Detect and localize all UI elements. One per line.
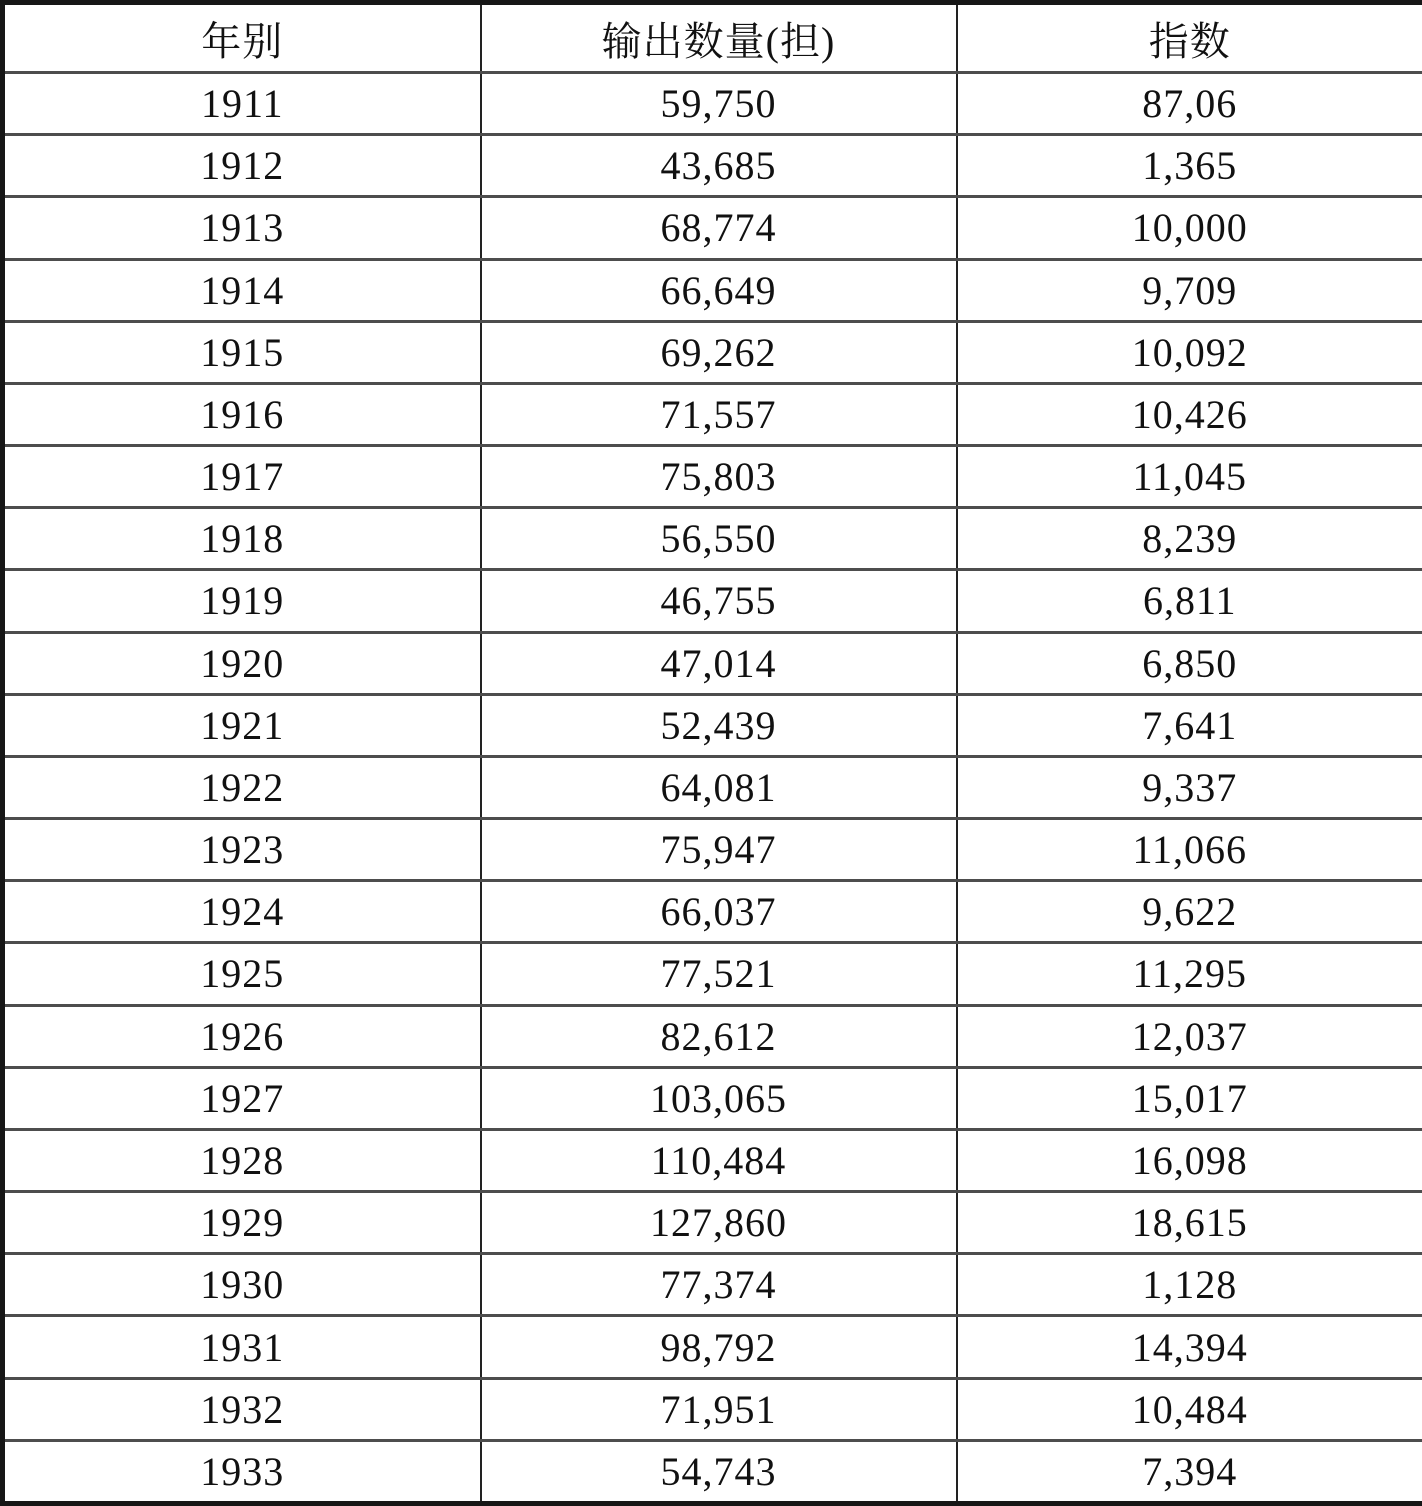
table-row xyxy=(3,1316,1422,1378)
year-cell: 1914 xyxy=(3,259,481,321)
table-row xyxy=(3,259,1422,321)
table-row xyxy=(3,383,1422,445)
index-cell: 15,017 xyxy=(957,1067,1422,1129)
quantity-cell: 77,521 xyxy=(481,943,957,1005)
quantity-cell: 98,792 xyxy=(481,1316,957,1378)
index-cell: 10,484 xyxy=(957,1378,1422,1440)
year-cell: 1921 xyxy=(3,694,481,756)
table-row xyxy=(3,943,1422,1005)
year-cell: 1916 xyxy=(3,383,481,445)
index-cell: 6,811 xyxy=(957,570,1422,632)
index-cell: 1,365 xyxy=(957,135,1422,197)
index-cell: 8,239 xyxy=(957,508,1422,570)
table-row xyxy=(3,1129,1422,1191)
year-cell: 1919 xyxy=(3,570,481,632)
index-cell: 1,128 xyxy=(957,1254,1422,1316)
table-row xyxy=(3,1254,1422,1316)
index-cell: 18,615 xyxy=(957,1192,1422,1254)
table-row xyxy=(3,1005,1422,1067)
index-cell: 10,426 xyxy=(957,383,1422,445)
table-row xyxy=(3,73,1422,135)
index-cell: 16,098 xyxy=(957,1129,1422,1191)
index-cell: 7,394 xyxy=(957,1440,1422,1503)
index-cell: 11,295 xyxy=(957,943,1422,1005)
table-row xyxy=(3,1440,1422,1503)
index-cell: 12,037 xyxy=(957,1005,1422,1067)
quantity-cell: 127,860 xyxy=(481,1192,957,1254)
year-cell: 1932 xyxy=(3,1378,481,1440)
year-cell: 1925 xyxy=(3,943,481,1005)
quantity-cell: 82,612 xyxy=(481,1005,957,1067)
index-cell: 10,092 xyxy=(957,321,1422,383)
index-cell: 9,709 xyxy=(957,259,1422,321)
quantity-cell: 75,947 xyxy=(481,819,957,881)
table-row xyxy=(3,1067,1422,1129)
index-cell: 14,394 xyxy=(957,1316,1422,1378)
table-row xyxy=(3,756,1422,818)
year-cell: 1923 xyxy=(3,819,481,881)
table-row xyxy=(3,508,1422,570)
year-cell: 1918 xyxy=(3,508,481,570)
quantity-cell: 64,081 xyxy=(481,756,957,818)
quantity-cell: 77,374 xyxy=(481,1254,957,1316)
header-row xyxy=(3,3,1422,73)
year-cell: 1922 xyxy=(3,756,481,818)
year-cell: 1912 xyxy=(3,135,481,197)
year-cell: 1930 xyxy=(3,1254,481,1316)
table-row xyxy=(3,694,1422,756)
table-row xyxy=(3,570,1422,632)
quantity-cell: 52,439 xyxy=(481,694,957,756)
year-cell: 1913 xyxy=(3,197,481,259)
index-cell: 7,641 xyxy=(957,694,1422,756)
header-cell-year: 年别 xyxy=(3,3,481,73)
table-row xyxy=(3,881,1422,943)
year-cell: 1931 xyxy=(3,1316,481,1378)
index-cell: 87,06 xyxy=(957,73,1422,135)
table-row xyxy=(3,135,1422,197)
quantity-cell: 69,262 xyxy=(481,321,957,383)
table-row xyxy=(3,197,1422,259)
table-body xyxy=(3,73,1422,1504)
quantity-cell: 43,685 xyxy=(481,135,957,197)
quantity-cell: 47,014 xyxy=(481,632,957,694)
year-cell: 1933 xyxy=(3,1440,481,1503)
table-row xyxy=(3,1192,1422,1254)
quantity-cell: 68,774 xyxy=(481,197,957,259)
year-cell: 1915 xyxy=(3,321,481,383)
year-cell: 1928 xyxy=(3,1129,481,1191)
year-cell: 1926 xyxy=(3,1005,481,1067)
quantity-cell: 56,550 xyxy=(481,508,957,570)
index-cell: 11,045 xyxy=(957,446,1422,508)
header-cell-quantity: 输出数量(担) xyxy=(481,3,957,73)
table-row xyxy=(3,321,1422,383)
year-cell: 1929 xyxy=(3,1192,481,1254)
table-row xyxy=(3,1378,1422,1440)
quantity-cell: 66,037 xyxy=(481,881,957,943)
table-row xyxy=(3,819,1422,881)
index-cell: 9,622 xyxy=(957,881,1422,943)
quantity-cell: 59,750 xyxy=(481,73,957,135)
year-cell: 1911 xyxy=(3,73,481,135)
index-cell: 10,000 xyxy=(957,197,1422,259)
year-cell: 1927 xyxy=(3,1067,481,1129)
quantity-cell: 75,803 xyxy=(481,446,957,508)
year-cell: 1920 xyxy=(3,632,481,694)
index-cell: 11,066 xyxy=(957,819,1422,881)
table-row xyxy=(3,446,1422,508)
quantity-cell: 54,743 xyxy=(481,1440,957,1503)
quantity-cell: 71,951 xyxy=(481,1378,957,1440)
index-cell: 9,337 xyxy=(957,756,1422,818)
year-cell: 1924 xyxy=(3,881,481,943)
year-cell: 1917 xyxy=(3,446,481,508)
quantity-cell: 46,755 xyxy=(481,570,957,632)
index-cell: 6,850 xyxy=(957,632,1422,694)
header-cell-index: 指数 xyxy=(957,3,1422,73)
quantity-cell: 66,649 xyxy=(481,259,957,321)
quantity-cell: 103,065 xyxy=(481,1067,957,1129)
quantity-cell: 71,557 xyxy=(481,383,957,445)
quantity-cell: 110,484 xyxy=(481,1129,957,1191)
table-row xyxy=(3,632,1422,694)
